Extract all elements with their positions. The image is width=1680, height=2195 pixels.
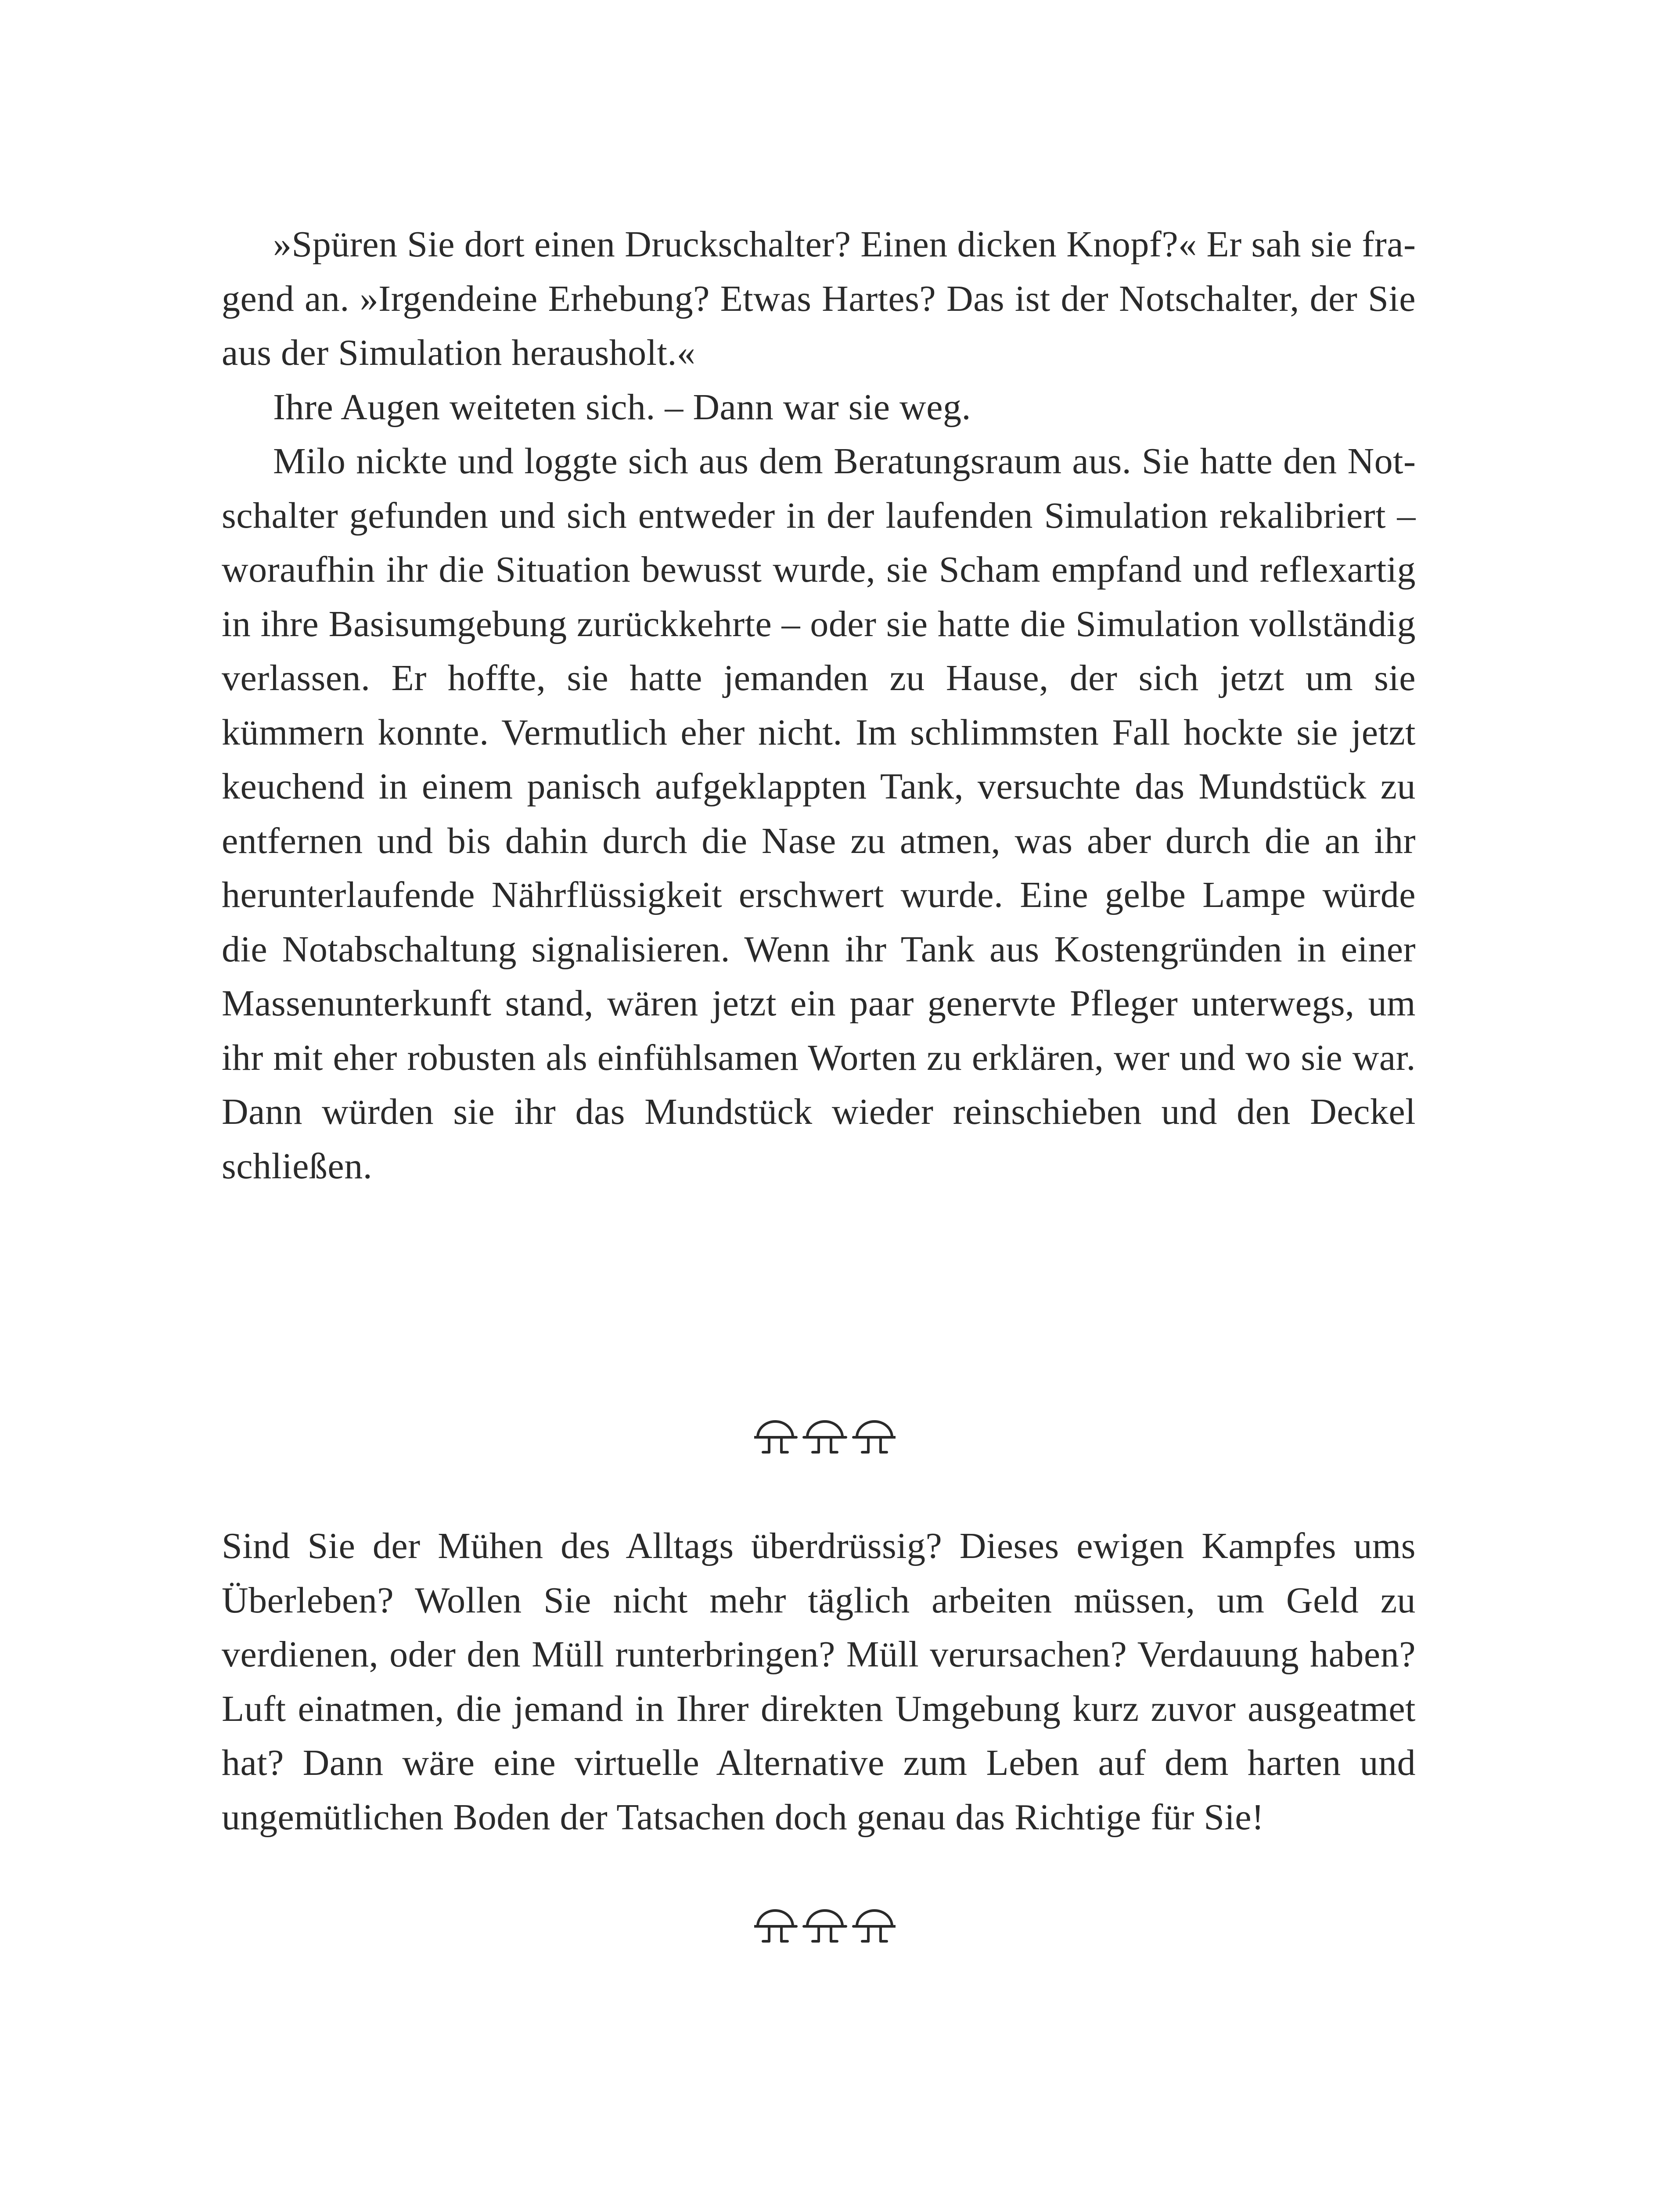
mushroom-icon: [754, 1421, 796, 1452]
mushroom-icon: [754, 1911, 796, 1941]
advertisement-section: [222, 1519, 1416, 1844]
mushroom-icon: [853, 1421, 896, 1452]
paragraph-dialogue: »Spüren Sie dort einen Druckschalter? Einen dicken Knopf?« Er sah sie fragend an. »Irgendeine Erhebung? Etwas Hartes? Das ist der Notschalter, der Sie aus der Simulation herausholt.«: [222, 224, 1416, 373]
story-section: [222, 217, 1416, 1193]
mushroom-icon: [853, 1911, 896, 1941]
mushroom-divider-icon: [754, 1417, 896, 1457]
mushroom-icon: [804, 1911, 846, 1941]
mushroom-divider-icon: [754, 1906, 896, 1946]
paragraph-short: Ihre Augen weiteten sich. – Dann war sie weg.: [273, 386, 971, 428]
paragraph-narration: Milo nickte und loggte sich aus dem Beratungsraum aus. Sie hatte den Notschalter gefunden und sich entweder in der laufenden Simulation rekalibriert – woraufhin ihr die Situation bewusst wurde, sie Scham empfand und reflexartig in ihre Basisumgebung zurückkehrte – oder sie hatte die Simulation vollständig verlassen. Er hoffte, sie hatte jemanden zu Hause, der sich jetzt um sie kümmern konnte. Vermutlich eher nicht. Im schlimmsten Fall hockte sie jetzt keuchend in einem panisch aufgeklappten Tank, versuchte das Mundstück zu entfernen und bis dahin durch die Nase zu atmen, was aber durch die an ihr herunterlaufende Nährflüssigkeit erschwert wurde. Eine gelbe Lampe würde die Notabschaltung signalisieren. Wenn ihr Tank aus Kostengründen in einer Massenunterkunft stand, wären jetzt ein paar genervte Pfleger unterwegs, um ihr mit eher robusten als einfühlsamen Worten zu erklären, wer und wo sie war. Dann würden sie ihr das Mundstück wieder reinschieben und den Deckel schließen.: [222, 441, 1416, 1187]
mushroom-icon: [804, 1421, 846, 1452]
paragraph-advertisement: Sind Sie der Mühen des Alltags überdrüssig? Dieses ewigen Kampfes ums Überleben? Wollen Sie nicht mehr täglich arbeiten müssen, um Geld zu verdienen, oder den Müll runterbringen? Müll verursachen? Verdauung haben? Luft einatmen, die jemand in Ihrer direkten Umgebung kurz zuvor ausgeatmet hat? Dann wäre eine virtuelle Alternative zum Leben auf dem harten und ungemütlichen Boden der Tatsachen doch genau das Richtige für Sie!: [222, 1526, 1416, 1838]
